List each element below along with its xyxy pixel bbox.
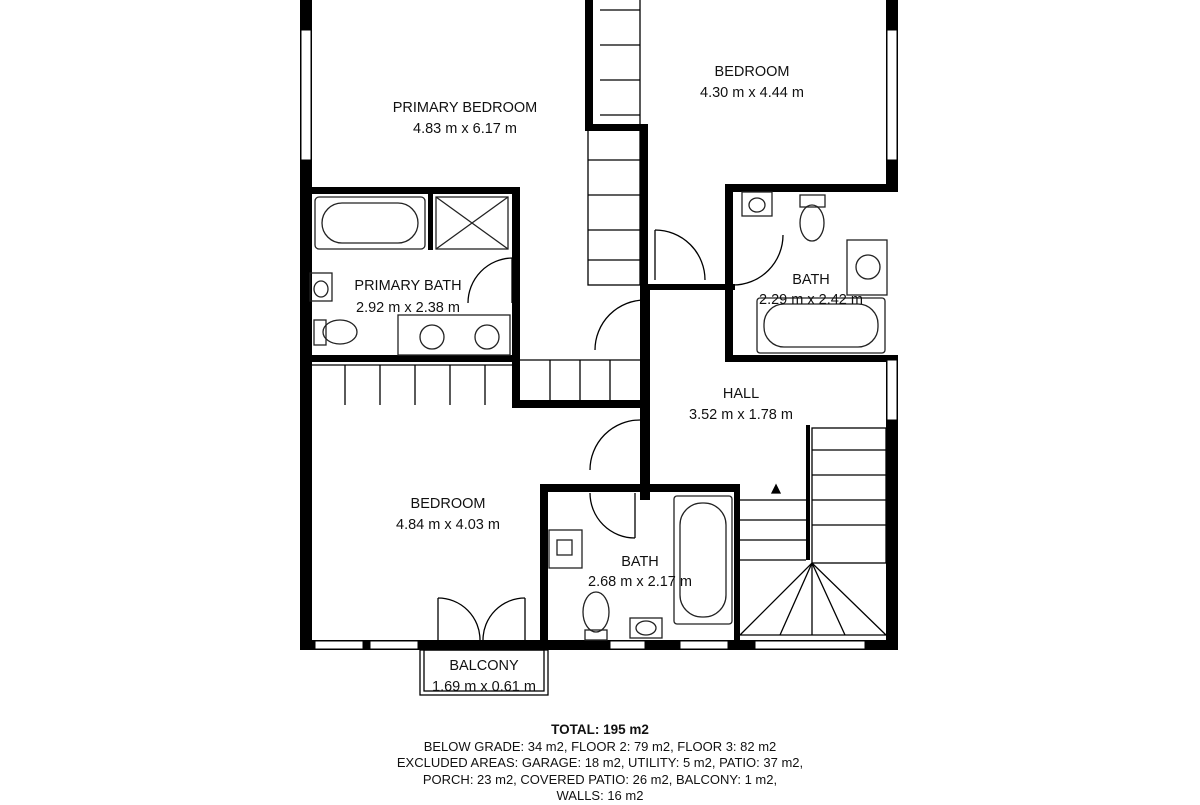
room-name-primary-bedroom: PRIMARY BEDROOM — [392, 100, 538, 116]
room-name-balcony: BALCONY — [449, 658, 519, 674]
room-name-bedroom-bottom: BEDROOM — [410, 496, 486, 512]
room-name-primary-bath: PRIMARY BATH — [354, 278, 462, 294]
area-summary — [0, 722, 1200, 805]
room-dims-primary-bath: 2.92 m x 2.38 m — [356, 300, 460, 316]
summary-line-floors: BELOW GRADE: 34 m2, FLOOR 2: 79 m2, FLOOR 3: 82 m2 — [423, 738, 777, 754]
summary-line-walls: WALLS: 16 m2 — [556, 788, 644, 803]
room-name-bath-bottom: BATH — [621, 554, 659, 570]
room-dims-bath-bottom: 2.68 m x 2.17 m — [588, 574, 692, 590]
room-dims-hall: 3.52 m x 1.78 m — [689, 407, 793, 423]
room-name-bath-right: BATH — [792, 272, 830, 288]
room-dims-bedroom-top: 4.30 m x 4.44 m — [700, 85, 804, 101]
room-dims-bedroom-bottom: 4.84 m x 4.03 m — [396, 517, 500, 533]
summary-line-porch: PORCH: 23 m2, COVERED PATIO: 26 m2, BALCONY: 1 m2, — [422, 771, 778, 787]
room-name-hall: HALL — [722, 386, 760, 402]
room-labels — [354, 64, 863, 695]
room-dims-balcony: 1.69 m x 0.61 m — [432, 679, 536, 695]
total-area: TOTAL: 195 m2 — [551, 722, 649, 737]
room-dims-bath-right: 2.29 m x 2.42 m — [759, 292, 863, 308]
room-dims-primary-bedroom: 4.83 m x 6.17 m — [413, 121, 517, 137]
fixtures — [310, 192, 887, 640]
summary-line-excluded: EXCLUDED AREAS: GARAGE: 18 m2, UTILITY: 5 m2, PATIO: 37 m2, — [396, 755, 804, 770]
walls — [300, 0, 898, 650]
room-name-bedroom-top: BEDROOM — [714, 64, 790, 80]
